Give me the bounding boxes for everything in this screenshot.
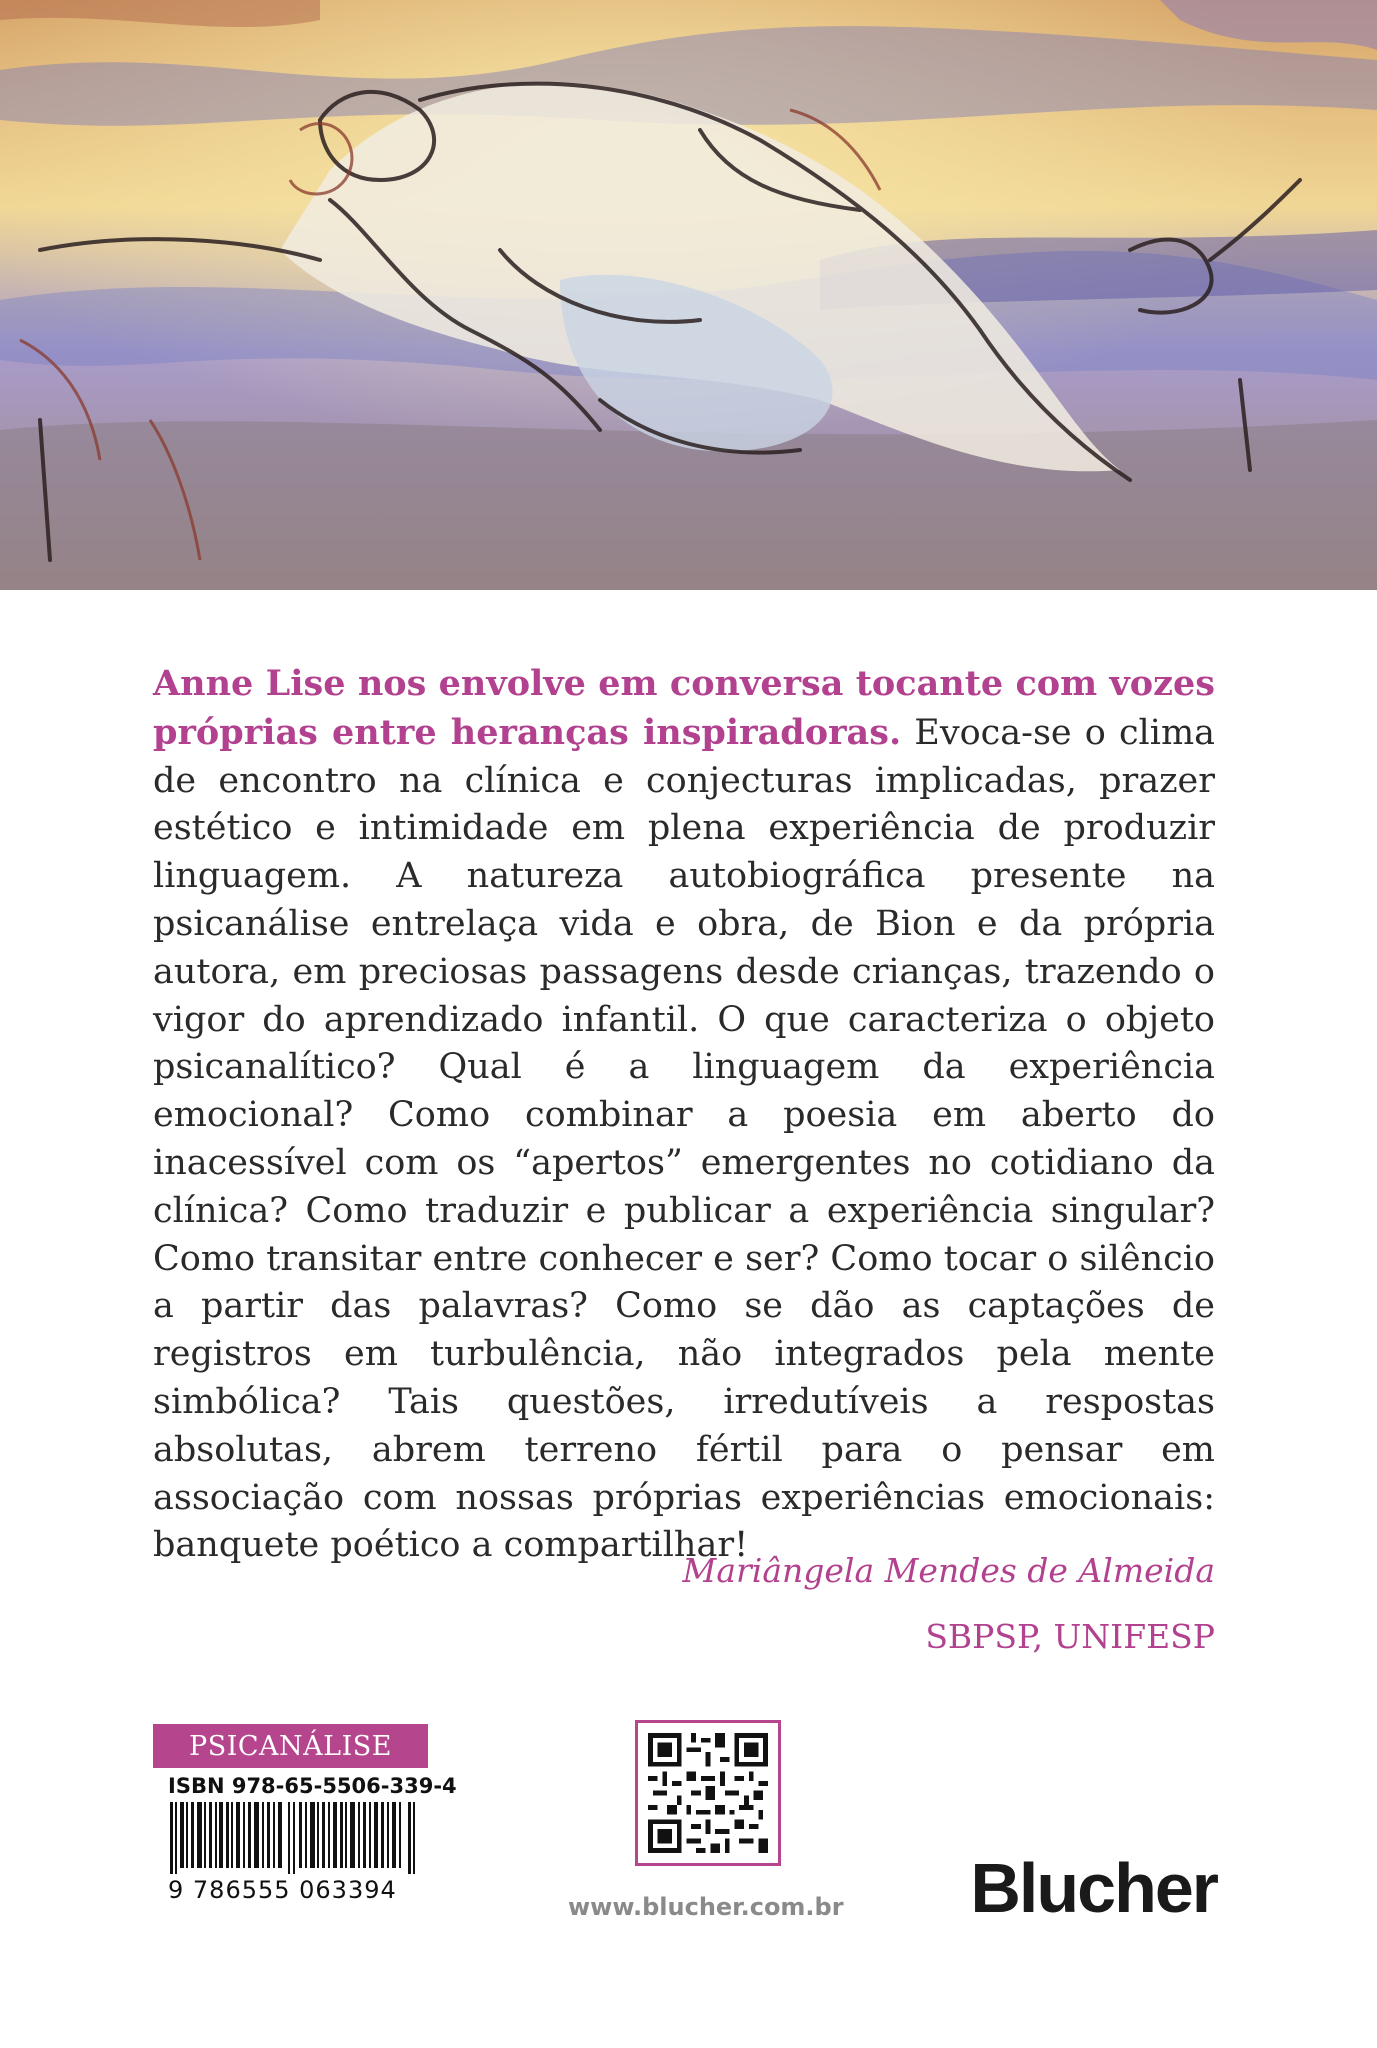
cover-artwork bbox=[0, 0, 1377, 590]
blurb-signature bbox=[683, 1538, 1215, 1670]
isbn-barcode bbox=[168, 1774, 457, 1904]
blurb-body: Evoca-se o clima de encontro na clínica e conjecturas implicadas, prazer estético e intimidade em plena experiência de produzir linguagem. A natureza autobiográfica presente na psicanálise entrelaça vida e obra, de Bion e da própria autora, em preciosas passagens desde crianças, trazendo o vigor do aprendizado infantil. O que caracteriza o objeto psicanalítico? Qual é a linguagem da experiência emocional? Como combinar a poesia em aberto do inacessível com os “apertos” emergentes no cotidiano da clínica? Como traduzir e publicar a experiência singular? Como transitar entre conhecer e ser? Como tocar o silêncio a partir das palavras? Como se dão as captações de registros em turbulência, não integrados pela mente simbólica? Tais questões, irredutíveis a respostas absolutas, abrem terreno fértil para o pensar em associação com nossas próprias experiências emocionais: banquete poético a compartilhar! bbox=[153, 712, 1215, 1566]
publisher-website[interactable]: www.blucher.com.br bbox=[568, 1893, 844, 1921]
signature-name: Mariângela Mendes de Almeida bbox=[682, 1551, 1215, 1590]
category-tag: PSICANÁLISE bbox=[153, 1724, 428, 1768]
qr-code-icon bbox=[648, 1733, 768, 1853]
publisher-logo: Blucher bbox=[970, 1849, 1217, 1927]
back-cover-blurb bbox=[153, 660, 1215, 1570]
barcode-digits: 9 786555 063394 bbox=[168, 1876, 397, 1904]
barcode-icon bbox=[168, 1802, 418, 1874]
watercolor-figures-icon bbox=[0, 0, 1377, 590]
blurb-lead: Anne Lise nos envolve em conversa tocante com vozes próprias entre heranças inspiradoras. bbox=[153, 663, 1215, 753]
signature-affiliation: SBPSP, UNIFESP bbox=[925, 1617, 1215, 1656]
qr-code[interactable] bbox=[635, 1720, 781, 1866]
isbn-label: ISBN 978-65-5506-339-4 bbox=[168, 1774, 457, 1798]
